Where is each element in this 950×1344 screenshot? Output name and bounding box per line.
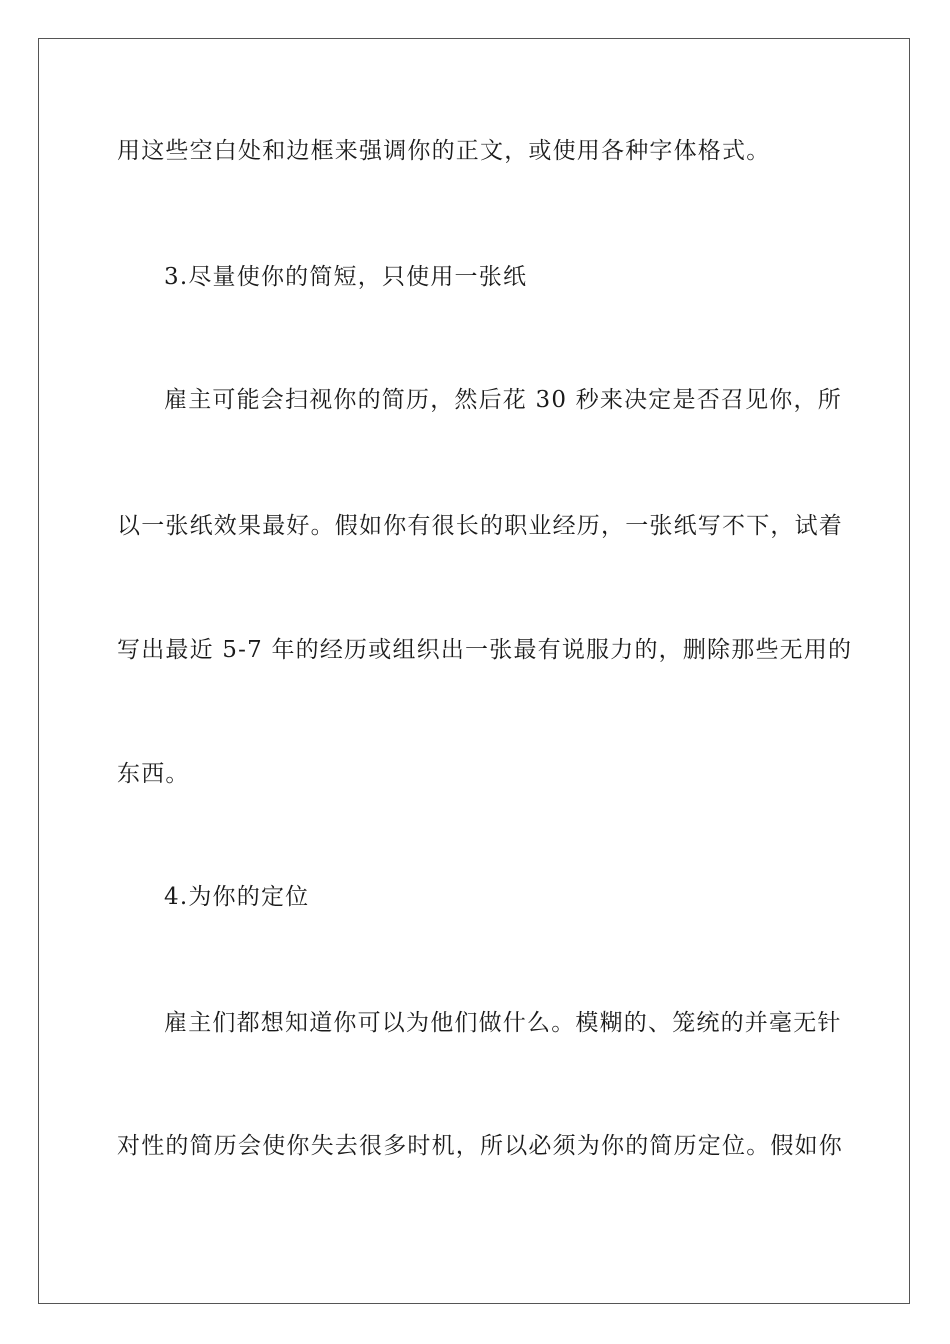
page-border xyxy=(38,38,910,1304)
paragraph-line-8: 雇主们都想知道你可以为他们做什么。模糊的、笼统的并毫无针 xyxy=(164,1010,842,1036)
paragraph-line-6: 东西。 xyxy=(117,761,190,787)
paragraph-line-9: 对性的简历会使你失去很多时机，所以必须为你的简历定位。假如你 xyxy=(117,1133,843,1159)
paragraph-line-3: 雇主可能会扫视你的简历，然后花 30 秒来决定是否召见你，所 xyxy=(164,387,842,413)
paragraph-line-1: 用这些空白处和边框来强调你的正文，或使用各种字体格式。 xyxy=(117,138,771,164)
paragraph-line-4: 以一张纸效果最好。假如你有很长的职业经历，一张纸写不下，试着 xyxy=(117,513,843,539)
section-heading-3: 3.尽量使你的简短，只使用一张纸 xyxy=(164,264,528,290)
paragraph-line-5: 写出最近 5-7 年的经历或组织出一张最有说服力的，删除那些无用的 xyxy=(117,637,853,663)
section-heading-4: 4.为你的定位 xyxy=(164,884,310,910)
